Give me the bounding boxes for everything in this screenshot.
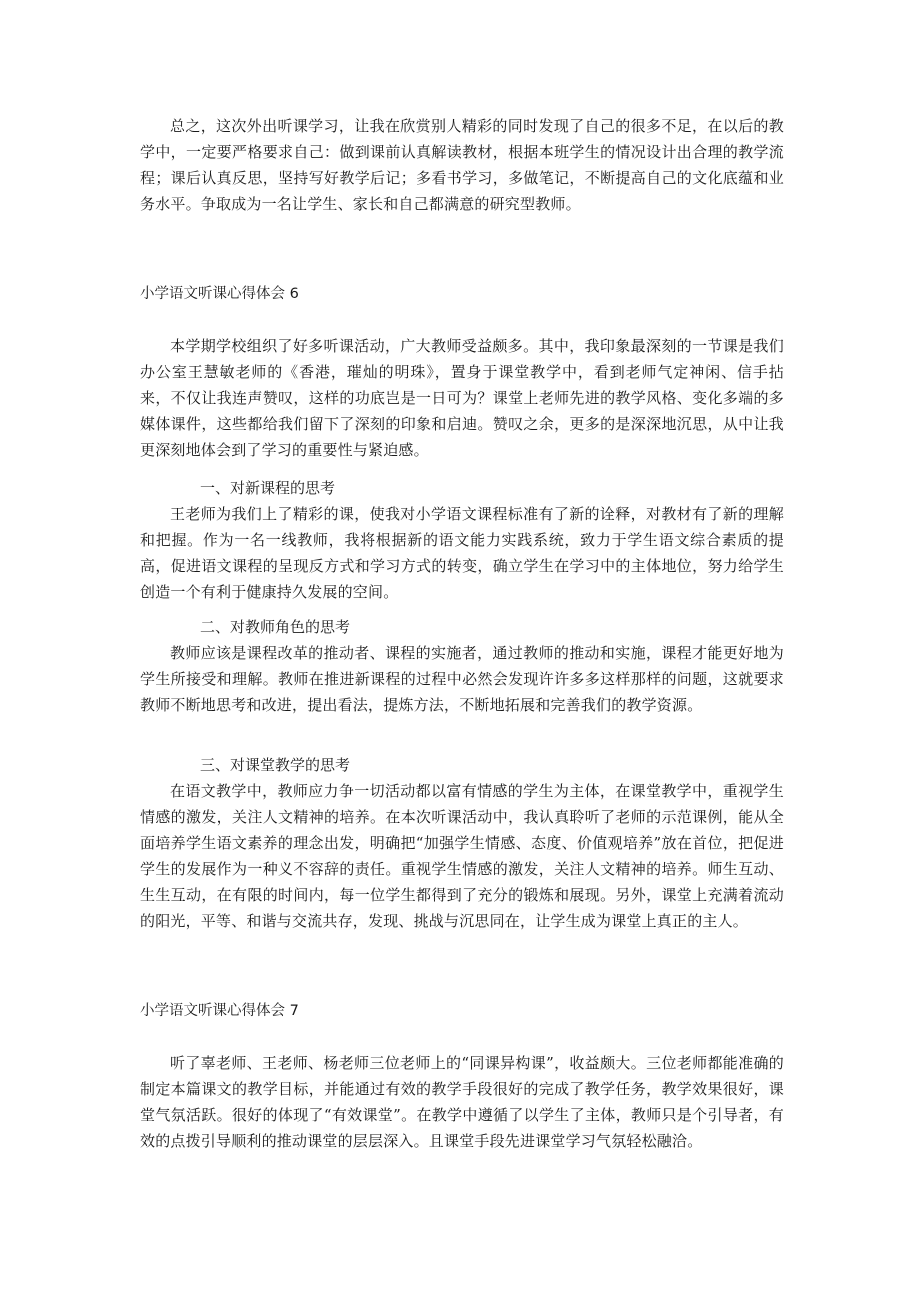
section-6-subsection-3-text: 在语文教学中，教师应力争一切活动都以富有情感的学生为主体，在课堂教学中，重视学生情感的激发，关注人文精神的培养。在本次听课活动中，我认真聆听了老师的示范课例，能从全面培养学生语文素养的理念出发，明确把“加强学生情感、态度、价值观培养”放在首位，把促进学生的发展作为一种义不容辞的责任。重视学生情感的激发，关注人文精神的培养。师生互动、生生互动，在有限的时间内，每一位学生都得到了充分的锻炼和展现。另外，课堂上充满着流动的阳光，平等、和谐与交流共存，发现、挑战与沉思同在，让学生成为课堂上真正的主人。 (140, 782, 784, 930)
section-6-subsection-1-text: 王老师为我们上了精彩的课，使我对小学语文课程标准有了新的诠释，对教材有了新的理解和把握。作为一名一线教师，我将根据新的语文能力实践系统，致力于学生语文综合素质的提高，促进语文课程的呈现反方式和学习方式的转变，确立学生在学习中的主体地位，努力给学生创造一个有利于健康持久发展的空间。 (140, 505, 784, 601)
section-6-subheading-2: 二、对教师角色的思考 (200, 618, 351, 636)
section-7-title: 小学语文听课心得体会 7 (140, 1003, 299, 1019)
section-6-title: 小学语文听课心得体会 6 (140, 286, 299, 302)
section-6-subsection-2-text: 教师应该是课程改革的推动者、课程的实施者，通过教师的推动和实施，课程才能更好地为学生所接受和理解。教师在推进新课程的过程中必然会发现许许多多这样那样的问题，这就要求教师不断地思考和改进，提出看法，提炼方法，不断地拓展和完善我们的教学资源。 (140, 644, 784, 714)
section-6-subheading-3: 三、对课堂教学的思考 (200, 756, 351, 774)
section-6-paragraph: 本学期学校组织了好多听课活动，广大教师受益颇多。其中，我印象最深刻的一节课是我们办公室王慧敏老师的《香港，璀灿的明珠》，置身于课堂教学中，看到老师气定神闲、信手拈来，不仅让我连声赞叹，这样的功底岂是一日可为？课堂上老师先进的教学风格、变化多端的多媒体课件，这些都给我们留下了深刻的印象和启迪。赞叹之余，更多的是深深地沉思，从中让我更深刻地体会到了学习的重要性与紧迫感。 (140, 337, 784, 459)
section-6-subheading-1: 一、对新课程的思考 (200, 479, 336, 497)
section-7-paragraph: 听了辜老师、王老师、杨老师三位老师上的“同课异构课”，收益颇大。三位老师都能准确的制定本篇课文的教学目标，并能通过有效的教学手段很好的完成了教学任务，教学效果很好，课堂气氛活跃。很好的体现了“有效课堂”。在教学中遵循了以学生了主体，教师只是个引导者，有效的点拨引导顺利的推动课堂的层层深入。且课堂手段先进课堂学习气氛轻松融洽。 (140, 1054, 784, 1150)
intro-paragraph: 总之，这次外出听课学习，让我在欣赏别人精彩的同时发现了自己的很多不足，在以后的教学中，一定要严格要求自己：做到课前认真解读教材，根据本班学生的情况设计出合理的教学流程；课后认真反思，坚持写好教学后记；多看书学习，多做笔记，不断提高自己的文化底蕴和业务水平。争取成为一名让学生、家长和自己都满意的研究型教师。 (140, 117, 784, 213)
